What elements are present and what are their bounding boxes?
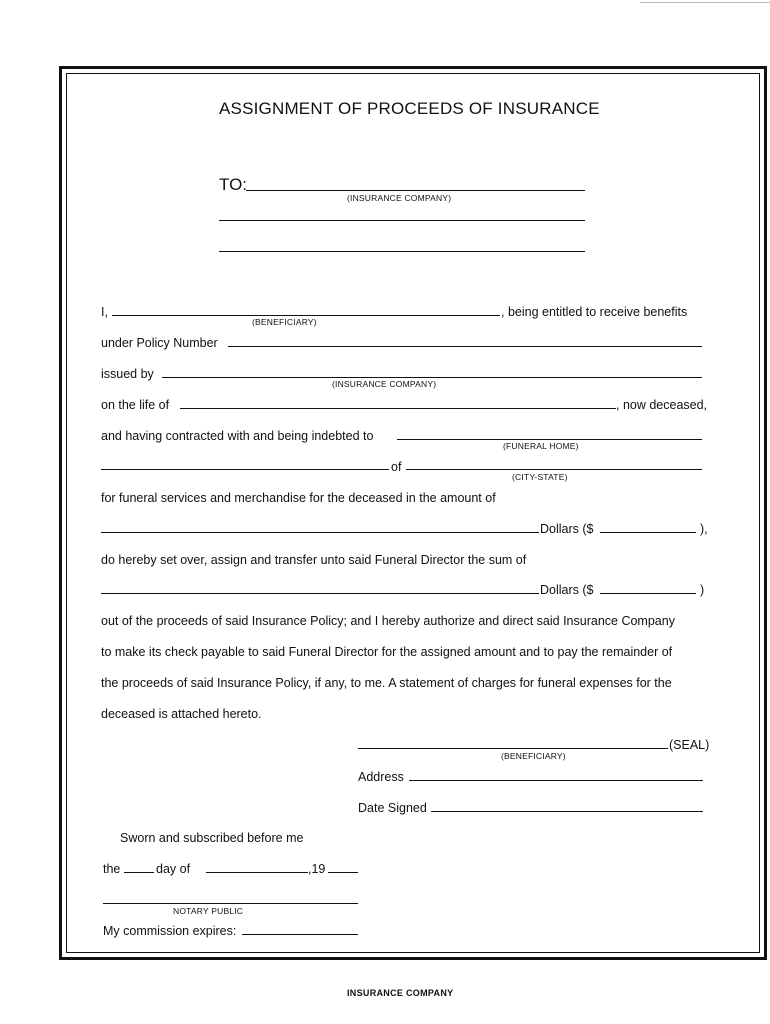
notary-caption: NOTARY PUBLIC (173, 906, 244, 916)
commission-label: My commission expires: (103, 924, 237, 938)
footer-insurance-company: INSURANCE COMPANY (347, 988, 454, 998)
dollars-label-1: Dollars ($ (540, 522, 594, 536)
commission-expires-field[interactable] (242, 934, 358, 935)
date-signed-field[interactable] (431, 811, 703, 812)
close-paren-1: ), (700, 522, 708, 536)
of-label: of (391, 460, 402, 474)
assigned-amount-number-field[interactable] (600, 593, 696, 594)
day-field[interactable] (124, 872, 154, 873)
life-of-label: on the life of (101, 398, 170, 412)
paragraph-line-4: deceased is attached hereto. (101, 707, 262, 721)
form-border-inner (66, 73, 760, 953)
month-field[interactable] (206, 872, 308, 873)
sworn-text: Sworn and subscribed before me (120, 831, 304, 845)
assigned-amount-words-field[interactable] (101, 593, 539, 594)
year-field[interactable] (328, 872, 358, 873)
issued-by-label: issued by (101, 367, 154, 381)
funeral-services-text: for funeral services and merchandise for the deceased in the amount of (101, 491, 496, 505)
to-insurance-company-field[interactable] (246, 190, 585, 191)
policy-number-label: under Policy Number (101, 336, 218, 350)
paragraph-line-3: the proceeds of said Insurance Policy, if any, to me. A statement of charges for funeral expenses for the (101, 676, 672, 690)
to-label: TO: (219, 175, 248, 194)
address-label: Address (358, 770, 404, 784)
funeral-home-caption: (FUNERAL HOME) (503, 441, 579, 451)
city-state-field[interactable] (406, 469, 702, 470)
address-field[interactable] (409, 780, 703, 781)
entitled-text: , being entitled to receive benefits (501, 305, 688, 319)
seal-label: (SEAL) (669, 738, 710, 752)
beneficiary-caption: (BENEFICIARY) (252, 317, 317, 327)
issued-by-caption: (INSURANCE COMPANY) (332, 379, 437, 389)
city-state-caption: (CITY-STATE) (512, 472, 568, 482)
beneficiary-name-field[interactable] (112, 315, 500, 316)
paragraph-line-1: out of the proceeds of said Insurance Policy; and I hereby authorize and direct said Insurance Company (101, 614, 675, 628)
dollars-label-2: Dollars ($ (540, 583, 594, 597)
day-of-label: day of (156, 862, 191, 876)
now-deceased-text: , now deceased, (616, 398, 708, 412)
form-title: ASSIGNMENT OF PROCEEDS OF INSURANCE (219, 99, 600, 118)
set-over-text: do hereby set over, assign and transfer unto said Funeral Director the sum of (101, 553, 527, 567)
year-prefix: ,19 (308, 862, 326, 876)
amount-number-field[interactable] (600, 532, 696, 533)
the-label: the (103, 862, 121, 876)
i-label: I, (101, 305, 108, 319)
funeral-home-field[interactable] (397, 439, 702, 440)
contracted-text: and having contracted with and being indebted to (101, 429, 374, 443)
to-address-line-2-field[interactable] (219, 251, 585, 252)
signature-field[interactable] (358, 748, 668, 749)
issued-by-field[interactable] (162, 377, 702, 378)
to-address-line-1-field[interactable] (219, 220, 585, 221)
notary-signature-field[interactable] (103, 903, 358, 904)
close-paren-2: ) (700, 583, 705, 597)
scan-artifact-line (640, 2, 770, 3)
date-signed-label: Date Signed (358, 801, 427, 815)
policy-number-field[interactable] (228, 346, 702, 347)
signature-caption: (BENEFICIARY) (501, 751, 566, 761)
amount-words-field[interactable] (101, 532, 539, 533)
deceased-name-field[interactable] (180, 408, 616, 409)
to-insurance-company-caption: (INSURANCE COMPANY) (347, 193, 452, 203)
funeral-director-field[interactable] (101, 469, 389, 470)
paragraph-line-2: to make its check payable to said Funeral Director for the assigned amount and to pay the remainder of (101, 645, 673, 659)
